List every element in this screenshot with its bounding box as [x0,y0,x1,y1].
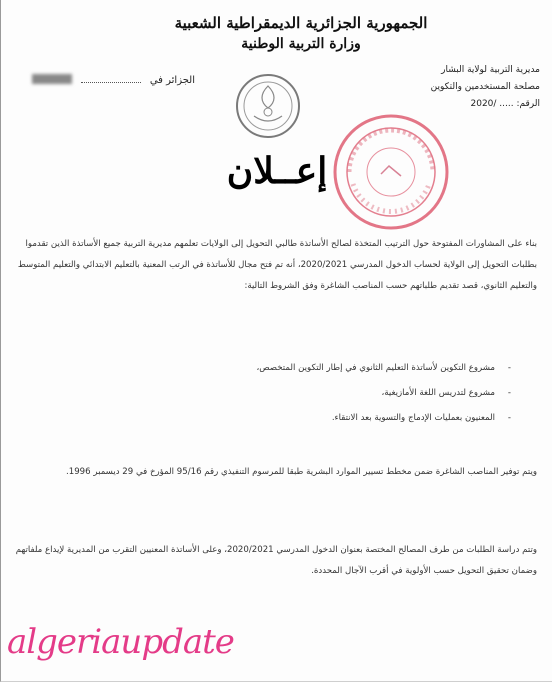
directorate-name: مديرية التربية لولاية البشار [441,65,540,75]
date-line [81,82,141,83]
ministry-header: وزارة التربية الوطنية [241,36,361,52]
list-item: - المعنيون بعمليات الإدماج والتسوية بعد الانتقاء. [121,406,511,431]
national-emblem-icon [234,72,302,140]
closing-paragraph: وتتم دراسة الطلبات من طرف المصالح المختصة بعنوان الدخول المدرسي 2020/2021، وعلى الأساتذة المعنيين التقرب من المديرية لإيداع ملفاتهم وضمان تحقيق التحويل حسب الأولوية في أقرب الآجال المحددة. [15,545,537,576]
date-block [25,68,195,87]
place-date: الجزائر في [149,75,195,86]
issuer-block [390,62,540,113]
department-name: مصلحة المستخدمين والتكوين [430,82,540,92]
announcement-title: إعــلان [226,150,328,192]
intro-paragraph: بناء على المشاورات المفتوحة حول الترتيب المتخذة لصالح الأساتذة طالبي التحويل إلى الولايات تعلمهم مديرية التربية جميع الأساتذة الذين تقدموا بطلبات التحويل إلى الولاية لحساب الدخول المدرسي 2020/2021، أنه تم فتح مجال للأساتذة في الرتب المعنية بالتعليم الابتدائي والتعليم المتوسط والتعليم الثانوي، قصد تقديم طلباتهم حسب المناصب الشاغرة وفق الشروط التالية: [17,239,537,291]
condition-paragraph: ويتم توفير المناصب الشاغرة ضمن مخطط تسيير الموارد البشرية طبقا للمرسوم التنفيذي رقم 95/16 المؤرخ في 29 ديسمبر 1996. [66,467,537,477]
list-item: - مشروع لتدريس اللغة الأمازيغية، [121,381,511,406]
redacted-date [32,74,72,84]
conditions-list [121,356,511,431]
reference-number: الرقم: ..... /2020 [470,99,540,109]
country-header: الجمهورية الجزائرية الديمقراطية الشعبية [174,14,428,32]
list-item: - مشروع التكوين لأساتذة التعليم الثانوي في إطار التكوين المتخصص، [121,356,511,381]
watermark-text: algeriaupdate [7,622,234,662]
